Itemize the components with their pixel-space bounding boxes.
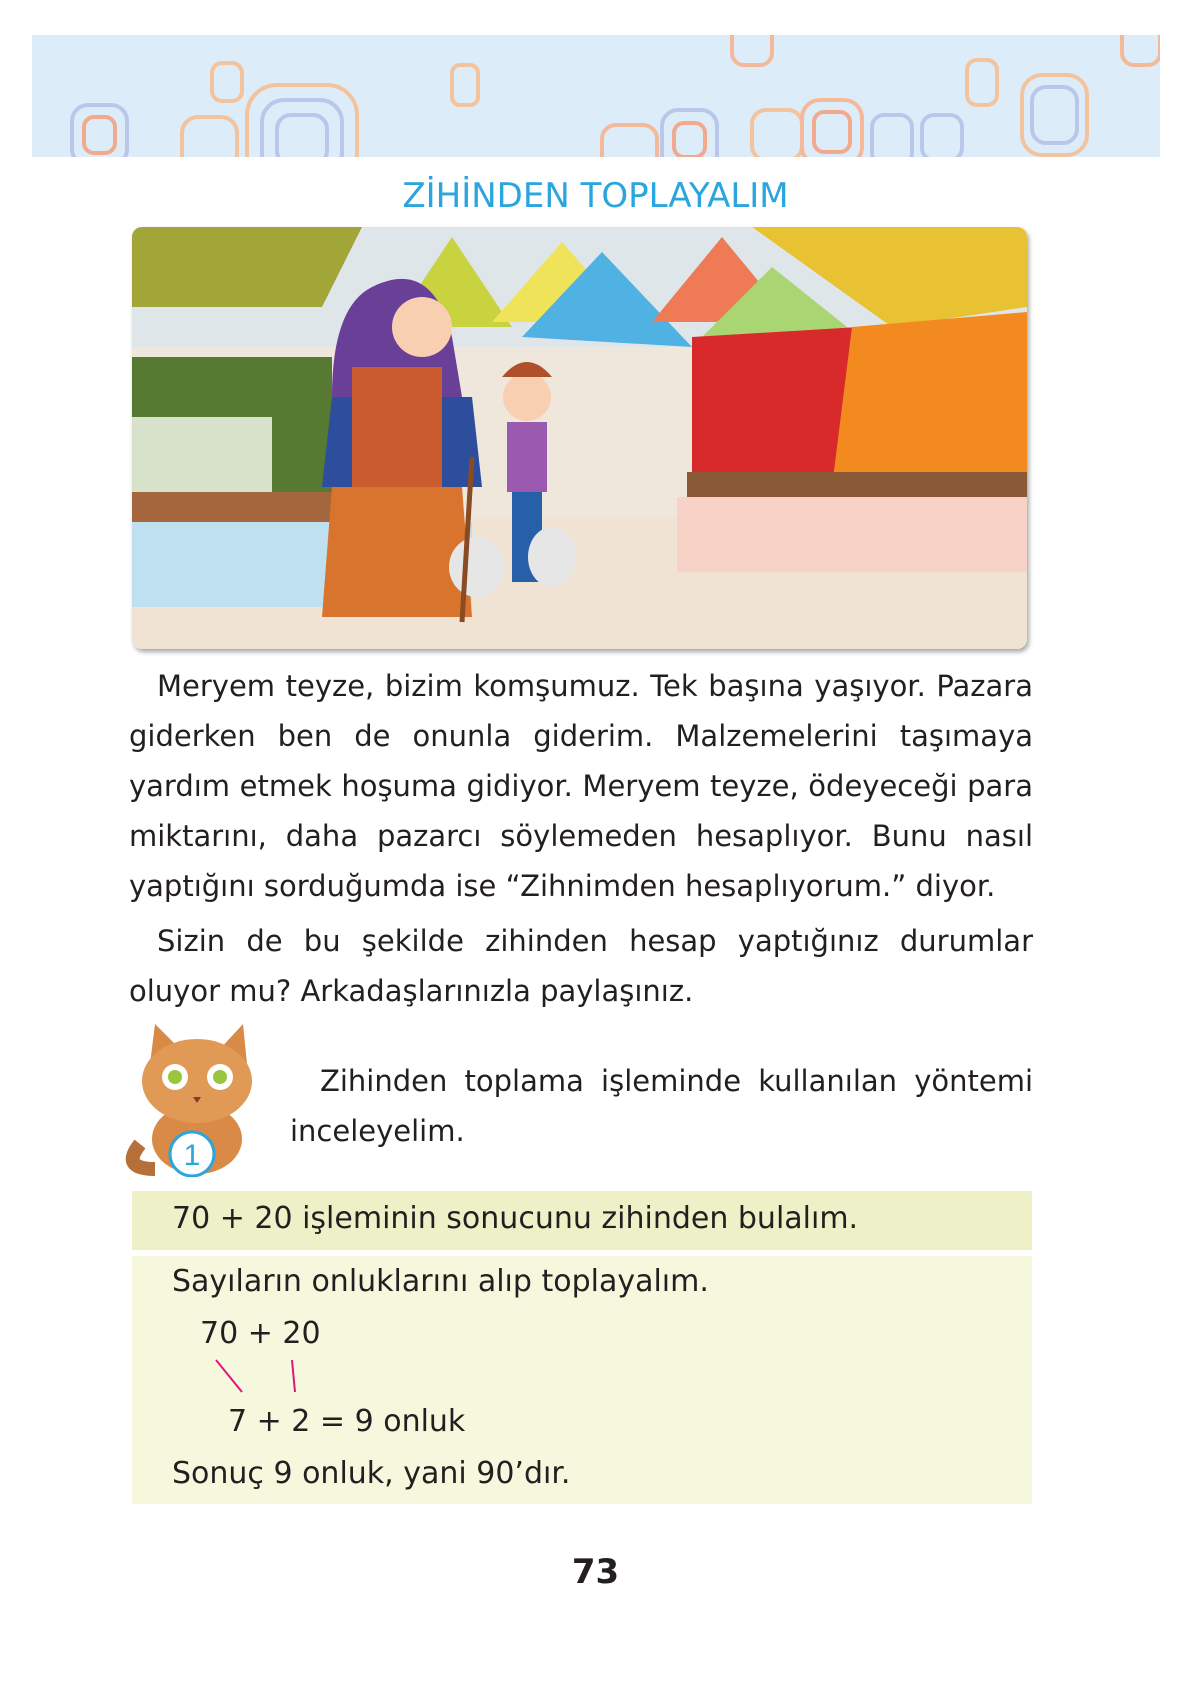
example-solution-box xyxy=(132,1256,1032,1504)
market-illustration xyxy=(132,227,1027,649)
decomposition-lines xyxy=(212,1356,312,1406)
story-text-1: Meryem teyze, bizim komşumuz. Tek başına yaşıyor. Pazara giderken ben de onunla giderim. Malzemelerini taşımaya yardım etmek hoşuma gidiyor. Meryem teyze, ödeyeceği para miktarını, daha pazarcı söylemeden hesaplıyor. Bunu nasıl yaptığını sorduğumda ise “Zihnimden hesaplıyorum.” diyor. xyxy=(129,669,1033,903)
page-title: ZİHİNDEN TOPLAYALIM xyxy=(402,176,789,216)
decorative-banner xyxy=(32,35,1160,157)
result-text: Sonuç 9 onluk, yani 90’dır. xyxy=(172,1456,571,1491)
example-number: 1 xyxy=(183,1139,201,1172)
page-number: 73 xyxy=(571,1552,620,1592)
story-paragraph-1 xyxy=(129,661,1033,911)
example-heading: 70 + 20 işleminin sonucunu zihinden bulalım. xyxy=(172,1201,859,1236)
example-intro xyxy=(290,1056,1033,1156)
market-scene xyxy=(132,227,1027,649)
story-paragraph-2 xyxy=(129,916,1033,1016)
step-text: Sayıların onluklarını alıp toplayalım. xyxy=(172,1264,709,1299)
banner-pattern xyxy=(32,35,1160,157)
cat-mascot xyxy=(125,1019,265,1177)
story-text-2: Sizin de bu şekilde zihinden hesap yaptığınız durumlar oluyor mu? Arkadaşlarınızla paylaşınız. xyxy=(129,924,1033,1008)
tens-sum: 7 + 2 = 9 onluk xyxy=(228,1404,466,1439)
expression: 70 + 20 xyxy=(200,1316,321,1351)
cat-icon xyxy=(125,1019,265,1177)
example-intro-text: Zihinden toplama işleminde kullanılan yöntemi inceleyelim. xyxy=(290,1064,1033,1148)
example-heading-box xyxy=(132,1191,1032,1250)
